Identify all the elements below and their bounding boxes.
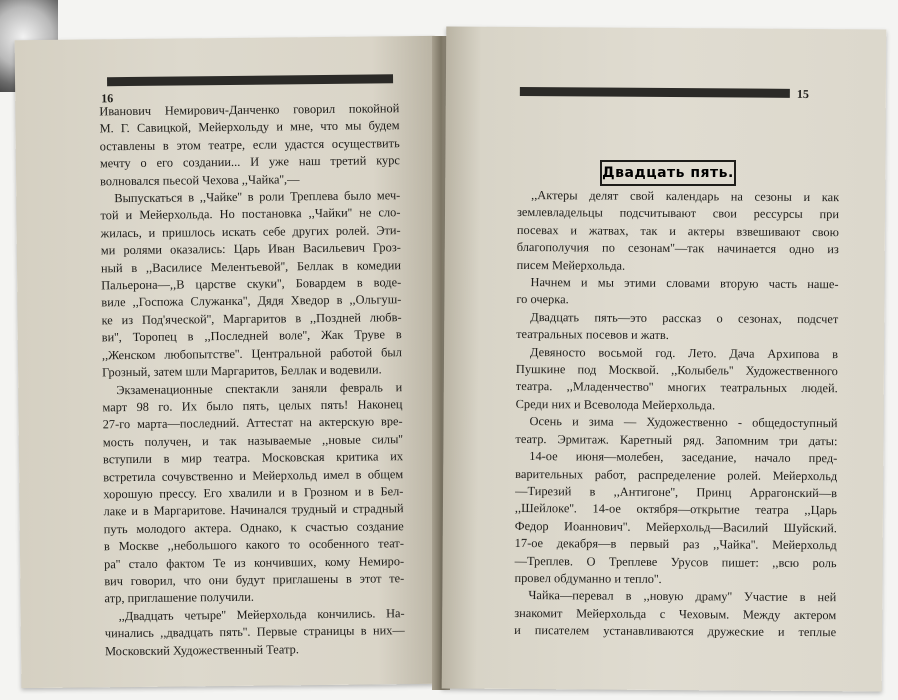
text-line: Пушкине под Москвой. ,,Колыбель'' Художественного (515, 362, 838, 379)
text-line: мечту о его создании... И уже наш третий курс (99, 153, 400, 171)
text-line: ми ролями оказались: Царь Иван Васильевич Гроз- (100, 240, 401, 258)
text-line: го очерка. (516, 292, 569, 307)
text-line: мость получен, и так называемые ,,новые силы'' (102, 431, 403, 450)
text-line: и писателем устанавливаются дружеские и теплые (514, 623, 837, 640)
text-line: вступили в мир театра. Московская критика их (102, 449, 404, 467)
text-line: землевладельцы подсчитывают свои рессурсы при (516, 205, 840, 222)
text-line: Девяносто восьмой год. Лето. Дача Архипова в (529, 344, 839, 361)
text-line: жилась, и пришлось искать себе других ролей. Эти- (100, 223, 401, 241)
text-line: ,,Актеры делят свой календарь на сезоны и как (531, 188, 840, 205)
text-line: ке из Под'яческой'', Маргаритов в ,,Поздней любв- (101, 310, 402, 328)
text-line: Среди них и Всеволода Мейерхольда. (515, 396, 716, 413)
text-line: Экзаменационные спектакли заняли февраль и (116, 379, 403, 397)
text-line: 14-ое июня—молебен, заседание, начало пред- (529, 449, 838, 466)
left-header-rule (107, 74, 393, 86)
text-line: Грозный, затем шли Маргаритов, Беллак и водевили. (102, 362, 382, 380)
text-line: волновался пьесой Чехова ,,Чайка'',— (100, 171, 300, 188)
text-line: варительных работ, распределение ролей. Мейерхольд (515, 466, 838, 483)
text-line: М. Г. Савицкой, Мейерхольду и мне, что мы будем (99, 118, 400, 136)
text-line: 17-ое декабря—в первый раз ,,Чайка''. Мейерхольд (514, 536, 837, 553)
text-line: —Треплев. О Треплеве Урусов пишет: ,,всю роль (514, 553, 837, 570)
text-line: Осень и зима — Художественно - общедоступный (529, 414, 838, 431)
text-line: —Тирезий в ,,Антигоне'', Принц Аррагонский—в (515, 483, 838, 501)
text-line: Двадцать пять—это рассказ о сезонах, подсчет (530, 309, 839, 327)
text-line: встретила сочувственно и Мейерхольд имел в общем (103, 466, 404, 484)
text-line: посевах и жатвах, так и актеры взвешивают свою (516, 222, 839, 240)
text-line: Иванович Немирович-Данченко говорил покойной (99, 101, 400, 119)
section-title: Двадцать пять. (600, 160, 736, 186)
right-body-text (514, 187, 839, 642)
text-line: ,,Женском любопытстве''. Центральной работой был (101, 344, 402, 363)
text-line: путь молодого актера. Однако, к счастью создание (103, 518, 404, 537)
text-line: знакомит Мейерхольда с Чеховым. Между актером (514, 605, 837, 622)
text-line: театральных посевов и жатв. (516, 327, 669, 343)
text-line: 27-го марта—последний. Аттестат на актерскую вре- (102, 414, 403, 432)
text-line: вич говорил, что они будут приглашены в этот те- (104, 571, 405, 589)
text-line: Пальерона—,,В царстве скуки'', Бовардем в воде- (101, 275, 402, 293)
text-line: Федор Иоаннович''. Мейерхольд—Василий Шуйский. (514, 518, 837, 535)
left-page (15, 36, 442, 688)
text-line: Начнем и мы этими словами вторую часть наше- (530, 275, 839, 292)
text-line: март 98 го. Их было пять, целых пять! Наконец (102, 397, 403, 415)
text-line: театра. ,,Младенчество'' многих театральных людей. (515, 379, 838, 396)
right-page-number: 15 (796, 86, 809, 102)
text-line: Чайка—перевал в ,,новую драму'' Участие в ней (528, 588, 837, 605)
text-line: ра'' стало фактом Те из кончивших, кому Немиро- (104, 553, 405, 571)
text-line: атр, приглашение получили. (104, 590, 254, 606)
text-line: провел обдуманно и тепло''. (514, 570, 662, 586)
left-body-text (99, 100, 405, 660)
text-line: ,,Двадцать четыре'' Мейерхольда кончились. На- (118, 605, 405, 623)
text-line: той и Мейерхольда. Но постановка ,,Чайки'' не сло- (100, 205, 401, 223)
text-line: театр. Эрмитаж. Каретный ряд. Запомним три даты: (515, 431, 838, 448)
text-line: хорошую прессу. Его хвалили и в Грозном и в Бел- (103, 484, 404, 502)
text-line: виле ,,Госпожа Служанка'', Дядя Хведор в ,,Ольгуш- (101, 292, 402, 310)
text-line: Выпускаться в ,,Чайке'' в роли Треплева было меч- (114, 188, 401, 206)
text-line: ви'', Торопец в ,,Последней воле'', Жак Труве в (101, 327, 402, 345)
text-line: писем Мейерхольда. (516, 257, 626, 273)
text-line: оставлены в этом театре, если удастся осуществить (99, 136, 400, 154)
text-line: Московский Художественный Театр. (104, 641, 300, 658)
text-line: чинались ,,двадцать пять''. Первые страницы в них— (104, 623, 405, 641)
text-line: благополучия по сезонам''—так начинается одно из (516, 240, 839, 257)
right-page (442, 26, 887, 691)
left-page-number: 16 (101, 91, 114, 106)
text-line: ,,Шейлоке''. 14-ое октября—открытие театра ,,Царь (514, 501, 837, 518)
text-line: лаке и в Маргаритове. Начинался трудный и страдный (103, 501, 404, 519)
text-line: в Москве ,,небольшого какого то особенного теат- (103, 536, 404, 554)
text-line: ный в ,,Василисе Мелентьевой'', Беллак в комедии (100, 257, 402, 275)
right-header-rule (520, 87, 790, 98)
